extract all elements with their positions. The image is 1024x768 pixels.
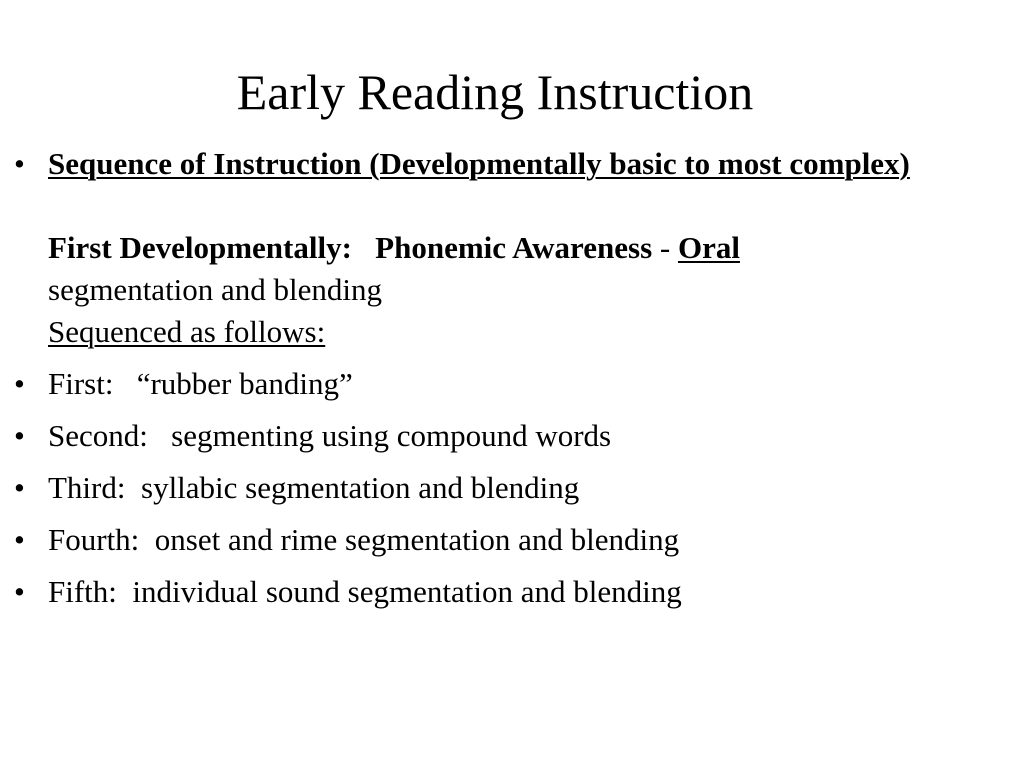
bullet-glyph: • — [14, 470, 25, 505]
bullet-item-step — [14, 519, 1004, 561]
bullet-glyph: • — [14, 418, 25, 453]
bullet-item-sequence — [14, 143, 1004, 353]
step-text: onset and rime segmentation and blending — [154, 522, 680, 557]
step-label: Third: — [48, 470, 126, 505]
bullet-glyph: • — [14, 146, 25, 181]
bullet-glyph: • — [14, 366, 25, 401]
bullet-item-step — [14, 571, 1004, 613]
bullet-item-step — [14, 467, 1004, 509]
step-label: Fourth: — [48, 522, 140, 557]
spacer — [48, 185, 1004, 227]
bullet-glyph: • — [14, 522, 25, 557]
step-text: “rubber banding” — [136, 366, 353, 401]
bullet-glyph: • — [14, 574, 25, 609]
step-label: Fifth: — [48, 574, 117, 609]
step-label: First: — [48, 366, 114, 401]
slide-title: Early Reading Instruction — [236, 64, 754, 120]
step-label: Second: — [48, 418, 148, 453]
topic-description: segmentation and blending — [48, 272, 383, 307]
step-text: syllabic segmentation and blending — [141, 470, 580, 505]
bullet-item-step — [14, 363, 1004, 405]
step-text: individual sound segmentation and blending — [132, 574, 682, 609]
oral-emphasis: Oral — [677, 230, 740, 265]
sequence-heading: Sequence of Instruction (Developmentally basic to most complex) — [48, 146, 910, 181]
sequenced-as-follows: Sequenced as follows: — [48, 314, 326, 349]
dash-separator: - — [659, 230, 671, 265]
step-text: segmenting using compound words — [171, 418, 612, 453]
first-developmentally-label: First Developmentally: — [48, 230, 352, 265]
slide-content — [14, 143, 1004, 613]
phonemic-awareness-label: Phonemic Awareness — [375, 230, 653, 265]
bullet-item-step — [14, 415, 1004, 457]
